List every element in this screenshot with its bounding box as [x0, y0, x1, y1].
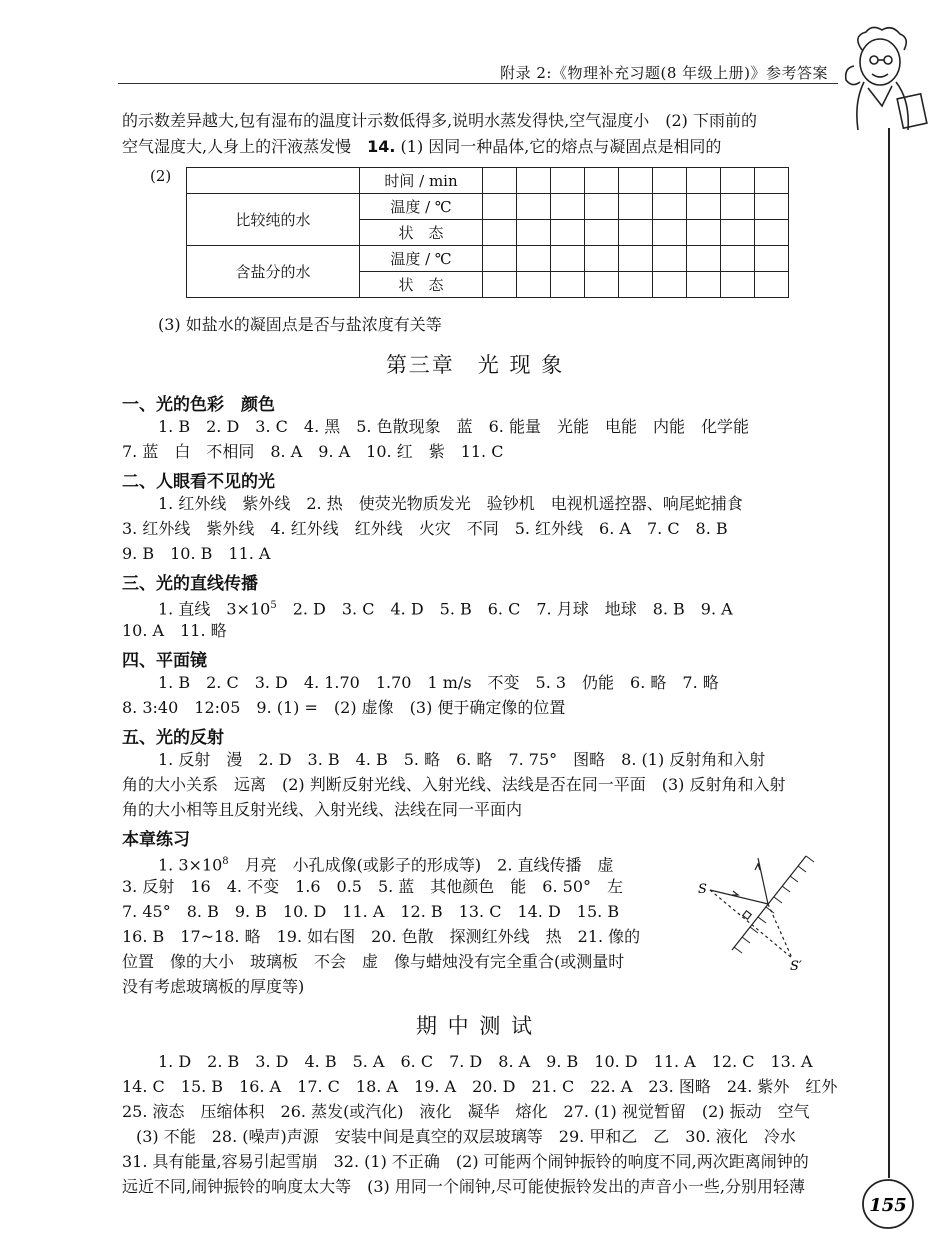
superscript: 8: [222, 856, 229, 867]
table-cell: [619, 168, 653, 194]
text-line: 25. 液态 压缩体积 26. 蒸发(或汽化) 液化 凝华 熔化 27. (1) 视觉暂留 (2) 振动 空气: [122, 1102, 810, 1121]
text-line: [122, 850, 718, 877]
text-line: 7. 45° 8. B 9. B 10. D 11. A 12. B 13. C 14. D 15. B: [122, 902, 620, 921]
text-line: 10. A 11. 略: [122, 621, 227, 640]
table-cell: [585, 168, 619, 194]
table-cell: [187, 168, 360, 194]
text-line: [122, 135, 832, 159]
header-title: 附录 2:《物理补充习题(8 年级上册)》参考答案: [500, 64, 828, 82]
midterm-title: 期 中 测 试: [415, 1014, 535, 1038]
text-line: (3) 如盐水的凝固点是否与盐浓度有关等: [158, 315, 442, 334]
table-cell: [483, 168, 517, 194]
text-fragment: (1) 因同一种晶体,它的熔点与凝固点是相同的: [395, 137, 722, 156]
text-line: 9. B 10. B 11. A: [122, 544, 271, 563]
text-line: 3. 反射 16 4. 不变 1.6 0.5 5. 蓝 其他颜色 能 6. 50° 左: [122, 877, 624, 896]
text-line: 1. B 2. C 3. D 4. 1.70 1.70 1 m/s 不变 5. 3 仍能 6. 略 7. 略: [158, 673, 719, 692]
table-cell: [687, 168, 721, 194]
table-row: [187, 246, 789, 272]
table-cell: 含盐分的水: [187, 246, 360, 298]
table-cell: 时间 / min: [360, 168, 483, 194]
table-row: [187, 194, 789, 220]
text-line: 1. B 2. D 3. C 4. 黑 5. 色散现象 蓝 6. 能量 光能 电能 内能 化学能: [158, 417, 749, 436]
table-cell: 状 态: [360, 220, 483, 246]
table-cell: [517, 168, 551, 194]
text-fragment: 2. D 3. C 4. D 5. B 6. C 7. 月球 地球 8. B 9. A: [276, 599, 733, 619]
table-cell: [721, 168, 755, 194]
section-title: 二、人眼看不见的光: [122, 472, 275, 492]
text-line: 31. 具有能量,容易引起雪崩 32. (1) 不正确 (2) 可能两个闹钟振铃的响度不同,两次距离闹钟的: [122, 1152, 809, 1171]
section-title: 一、光的色彩 颜色: [122, 395, 275, 415]
text-line: 1. 反射 漫 2. D 3. B 4. B 5. 略 6. 略 7. 75° 图略 8. (1) 反射角和入射: [158, 750, 766, 769]
text-line: 的示数差异越大,包有湿布的温度计示数低得多,说明水蒸发得快,空气湿度小 (2) 下雨前的: [122, 111, 758, 130]
section-title: 三、光的直线传播: [122, 574, 258, 594]
text-line: 3. 红外线 紫外线 4. 红外线 红外线 火灾 不同 5. 红外线 6. A 7. C 8. B: [122, 519, 728, 538]
section-title: 四、平面镜: [122, 651, 207, 671]
table-cell: [755, 168, 789, 194]
cartoon-teacher-icon: [838, 26, 938, 131]
text-line: 16. B 17~18. 略 19. 如右图 20. 色散 探测红外线 热 21. 像的: [122, 927, 641, 946]
table-cell: 温度 / ℃: [360, 246, 483, 272]
data-table: [186, 167, 789, 298]
text-line: 角的大小关系 远离 (2) 判断反射光线、入射光线、法线是否在同一平面 (3) 反射角和入射: [122, 775, 786, 794]
text-fragment: 1. 3×10: [158, 855, 223, 875]
reflection-diagram: [694, 848, 824, 973]
page-number: 155: [869, 1195, 907, 1216]
text-line: [122, 594, 868, 621]
section-title: 五、光的反射: [122, 728, 224, 748]
text-line: (3) 不能 28. (噪声)声源 安装中间是真空的双层玻璃等 29. 甲和乙 乙 30. 液化 冷水: [136, 1127, 796, 1146]
table-label: (2): [150, 167, 172, 185]
text-line: 8. 3:40 12:05 9. (1) = (2) 虚像 (3) 便于确定像的位置: [122, 698, 566, 717]
text-line: 14. C 15. B 16. A 17. C 18. A 19. A 20. D 21. C 22. A 23. 图略 24. 紫外 红外: [122, 1077, 838, 1096]
point-s-prime-label: S′: [790, 959, 802, 973]
point-s-label: S: [698, 882, 707, 897]
text-line: 远近不同,闹钟振铃的响度太大等 (3) 用同一个闹钟,尽可能使振铃发出的声音小一些,分别用轻薄: [122, 1177, 806, 1196]
text-fragment: 月亮 小孔成像(或影子的形成等) 2. 直线传播 虚: [228, 855, 614, 875]
table-cell: 状 态: [360, 272, 483, 298]
text-fragment: 空气湿度大,人身上的汗液蒸发慢: [122, 137, 368, 156]
superscript: 5: [270, 600, 277, 611]
text-line: 角的大小相等且反射光线、入射光线、法线在同一平面内: [122, 800, 523, 819]
text-fragment: 1. 直线 3×10: [158, 599, 271, 619]
text-line: 位置 像的大小 玻璃板 不会 虚 像与蜡烛没有完全重合(或测量时: [122, 952, 625, 971]
table-row: [187, 168, 789, 194]
header-rule: [118, 83, 838, 84]
page-number-badge: [860, 1176, 916, 1232]
table-cell: 温度 / ℃: [360, 194, 483, 220]
text-line: 7. 蓝 白 不相同 8. A 9. A 10. 红 紫 11. C: [122, 442, 504, 461]
question-number: 14.: [367, 137, 396, 156]
text-line: 没有考虑玻璃板的厚度等): [122, 977, 305, 996]
table-cell: [551, 168, 585, 194]
section-title: 本章练习: [122, 830, 190, 850]
chapter-title: 第三章 光 现 象: [385, 353, 565, 377]
text-line: 1. 红外线 紫外线 2. 热 使荧光物质发光 验钞机 电视机遥控器、响尾蛇捕食: [158, 494, 743, 513]
table-cell: [653, 168, 687, 194]
text-line: 1. D 2. B 3. D 4. B 5. A 6. C 7. D 8. A 9. B 10. D 11. A 12. C 13. A: [158, 1052, 813, 1071]
table-cell: 比较纯的水: [187, 194, 360, 246]
